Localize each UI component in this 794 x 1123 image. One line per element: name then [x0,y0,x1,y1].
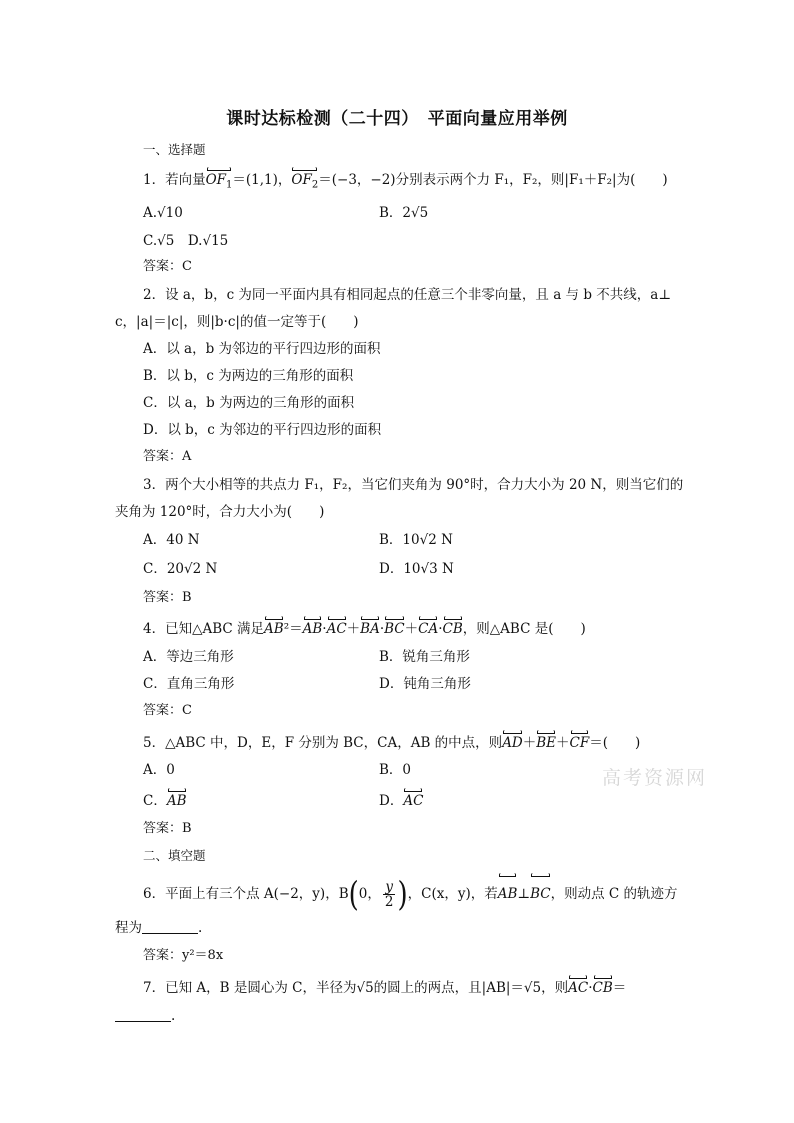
q2-option-b: B．以 b，c 为两边的三角形的面积 [143,368,354,384]
q6-mid: ，C(x，y)，若 [407,886,498,902]
q7-rest: ＝ [612,980,627,996]
q6-b-coord: 0， [358,886,381,902]
q6-stem-line1 [143,876,678,912]
q6-fraction: $\frac{y}{2}$ [384,879,394,910]
q7-line2-period: . [171,1008,176,1024]
q4-vector-ca: CA [418,621,439,637]
q4-stem [143,619,586,639]
q4-prefix: 4．已知△ABC 满足 [143,621,265,637]
q1-option-a: A.√10 [143,205,183,221]
q6-line2-period: . [198,920,203,936]
q7-dot: · [588,980,593,996]
q3-stem-line1: 3．两个大小相等的共点力 F₁，F₂，当它们夹角为 90°时，合力大小为 20 N，则当它们的 [143,477,684,493]
q1-vector-of1: $OF_1$ [206,170,233,196]
q5-option-c-label: C． [143,793,167,809]
q6-vector-bc: BC [530,876,551,912]
q4-dot2: · [379,621,385,637]
q5-option-d [379,791,423,811]
q6-answer-blank[interactable] [142,919,198,934]
q4-plus1: ＋ [346,621,361,637]
q1-mid1: ＝(1,1)， [232,172,292,188]
q6-rest: ，则动点 C 的轨迹方 [550,886,678,902]
q4-vector-ab-2: AB [302,621,323,637]
q7-vector-ac: AC [568,980,589,996]
q5-vector-ad: AD [502,735,523,751]
q4-option-d: D．钝角三角形 [379,676,471,692]
page-title: 课时达标检测（二十四） 平面向量应用举例 [226,109,568,129]
q5-option-d-vector: AC [403,793,424,809]
q2-answer: 答案：A [143,449,192,464]
q5-answer: 答案：B [143,821,192,836]
q6-open-paren: ( [348,875,359,914]
q5-prefix: 5．△ABC 中，D，E，F 分别为 BC，CA，AB 的中点，则 [143,735,503,751]
q7-prefix: 7．已知 A，B 是圆心为 C，半径为√5的圆上的两点，且|AB|＝√5，则 [143,980,569,996]
q3-option-c: C．20√2 N [143,561,218,577]
q5-stem [143,733,640,753]
q6-line2-prefix: 程为 [115,920,142,936]
q5-option-b: B．0 [379,762,412,778]
q4-eq: ²＝ [283,621,303,637]
q6-perp: ⊥ [517,886,531,902]
section-heading-choice: 一、选择题 [143,142,206,157]
q4-answer: 答案：C [143,703,192,718]
q5-option-c-vector: AB [166,793,187,809]
q2-option-a: A．以 a，b 为邻边的平行四边形的面积 [143,341,381,357]
q3-stem-line2: 夹角为 120°时，合力大小为( ) [115,504,325,520]
q6-prefix: 6．平面上有三个点 A(−2，y)，B [143,886,349,902]
q6-stem-line2 [115,918,202,938]
q2-option-c: C．以 a，b 为两边的三角形的面积 [143,395,355,411]
q1-mid2: ＝(−3，−2)分别表示两个力 [318,172,491,188]
q4-option-a: A．等边三角形 [143,649,234,665]
q5-option-c [143,791,187,811]
q4-vector-ac: AC [326,621,347,637]
q4-vector-bc: BC [384,621,405,637]
q7-stem-line2 [115,1006,175,1026]
q4-plus2: ＋ [404,621,419,637]
q4-vector-ab: AB [264,621,284,637]
q2-stem-line1: 2．设 a，b，c 为同一平面内具有相同起点的任意三个非零向量，且 a 与 b 不共线，a⊥ [143,287,672,303]
q4-option-c: C．直角三角形 [143,676,235,692]
section-heading-fill: 二、填空题 [143,848,206,863]
q7-vector-cb: CB [592,980,613,996]
q2-stem-line2: c，|a|＝|c|，则|b·c|的值一定等于( ) [115,314,359,330]
q1-option-b: B．2√5 [379,205,429,221]
q1-rest: F₁，F₂，则|F₁＋F₂|为( ) [490,172,668,188]
q5-plus1: ＋ [522,735,537,751]
watermark: 高考资源网 [602,767,708,789]
q5-option-a: A．0 [143,762,175,778]
q5-vector-be: BE [536,735,557,751]
question-1-stem [143,170,668,196]
q3-option-d: D．10√3 N [379,561,454,577]
q7-answer-blank[interactable] [115,1007,171,1022]
q2-option-d: D．以 b，c 为邻边的平行四边形的面积 [143,422,382,438]
q6-answer: 答案：y²＝8x [143,948,224,963]
q5-vector-cf: CF [569,735,590,751]
q7-stem-line1 [143,978,626,998]
q3-option-b: B．10√2 N [379,532,453,548]
q5-plus2: ＋ [556,735,570,751]
q3-answer: 答案：B [143,590,192,605]
q5-option-d-label: D． [379,793,404,809]
q1-option-cd: C.√5 D.√15 [143,233,229,249]
q6-vector-ab: AB [498,876,518,912]
q1-prefix: 1．若向量 [143,172,206,188]
q4-option-b: B．锐角三角形 [379,649,470,665]
q4-dot1: · [322,621,327,637]
q3-option-a: A．40 N [143,532,200,548]
q4-vector-cb: CB [442,621,463,637]
q1-vector-of2: $OF_2$ [291,170,318,196]
q4-dot3: · [438,621,443,637]
q5-rest: ＝( ) [589,735,641,751]
q4-vector-ba: BA [360,621,380,637]
q6-close-paren: ) [397,875,408,914]
q1-answer: 答案：C [143,259,192,274]
q4-rest: ，则△ABC 是( ) [462,621,586,637]
